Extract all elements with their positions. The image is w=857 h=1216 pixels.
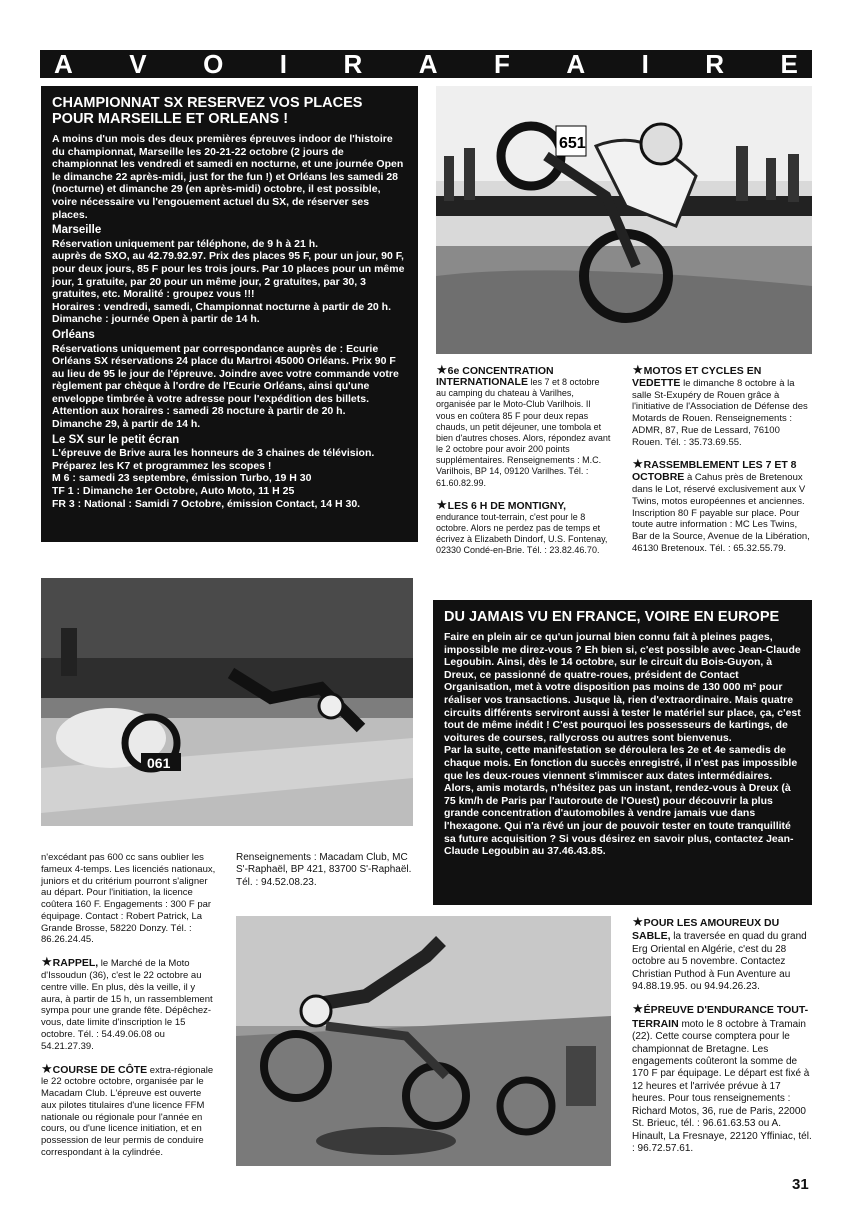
- col-left-bottom: [41, 852, 216, 1169]
- section-banner: [40, 50, 812, 78]
- championnat-title: CHAMPIONNAT SX RESERVEZ VOS PLACES POUR MARSEILLE ET ORLEANS !: [52, 95, 363, 127]
- montigny-item: [436, 496, 611, 557]
- banner-letter: I: [279, 48, 287, 79]
- banner-letter: F: [493, 48, 510, 79]
- orleans-line: Réservations uniquement par correspondance auprès de : Ecurie Orléans SX réservations 24 place du Martroi 45000 Orléans. Prix 90 F au lieu de 95 le jour de l'épreuve. Joindre avec votre commande votre règlement par chèque à l'ordre de l'Ecurie Orléans, ainsi qu'une enveloppe timbrée à votre adresse pour l'expédition des billets.: [52, 342, 399, 405]
- col-motos: [632, 364, 812, 565]
- tv-listing: M 6 : samedi 23 septembre, émission Turbo, 19 H 30: [52, 472, 312, 485]
- col-concentration: [436, 364, 611, 567]
- star-icon: ★: [436, 496, 448, 512]
- tv-listing: TF 1 : Dimanche 1er Octobre, Auto Moto, 11 H 25: [52, 485, 295, 498]
- sable-item: [632, 916, 812, 993]
- star-icon: ★: [632, 456, 644, 472]
- banner-letter: O: [203, 48, 224, 79]
- montigny-title: LES 6 H DE MONTIGNY,: [447, 499, 567, 512]
- macadam-renseignements: Renseignements : Macadam Club, MC S'-Raphaël, BP 421, 83700 S'-Raphaël. Tél. : 94.52.08.23.: [236, 852, 412, 888]
- banner-letter: R: [705, 48, 725, 79]
- banner-letter: R: [343, 48, 363, 79]
- sable-body: la traversée en quad du grand Erg Oriental en Algérie, c'est du 28 octobre au 5 novembre. Contactez Christian Puthod à Fun Aventure au 94.88.19.95. ou 94.94.26.23.: [632, 931, 807, 993]
- championnat-block: [41, 86, 418, 542]
- motos-cycles-item: [632, 364, 812, 448]
- banner-letter: A: [54, 48, 73, 79]
- marseille-line: Réservation uniquement par téléphone, de 9 h à 21 h.: [52, 237, 319, 250]
- tv-listing: FR 3 : National : Samidi 7 Octobre, émission Contact, 14 H 30.: [52, 497, 361, 510]
- enduro-photo: [236, 916, 611, 1166]
- motos-cycles-title: MOTOS ET CYCLES EN VEDETTE: [632, 365, 762, 389]
- rassemblement-item: [632, 458, 812, 554]
- star-icon: ★: [436, 362, 448, 377]
- marseille-line: auprès de SXO, au 42.79.92.97. Prix des places 95 F, pour un jour, 90 F, pour deux jours, 85 F pour les trois jours. Par 10 places pour un même jour, 1 gratuite, par 20 pour un même jour, 2 gratuites, par 30, 3 gratuites, etc. Moralité : groupez vous !!!: [52, 250, 405, 301]
- concentration-item: [436, 364, 611, 489]
- course-cote-title: COURSE DE CÔTE: [52, 1063, 148, 1076]
- left-paragraph: n'excédant pas 600 cc sans oublier les fameux 4-temps. Les licenciés nationaux, juniors et du critérium pourront s'aligner au départ. Pour l'initiation, la licence coûtera 160 F. Engagements : 300 F par équipage. Contact : Robert Patrick, La Grande Brosse, 58220 Donzy. Tél. : 86.26.24.45.: [41, 852, 216, 946]
- rassemblement-body: à Cahus près de Bretenoux dans le Lot, réservé exclusivement aux V Twins, motos européennes et anciennes. Inscription 80 F payable sur place. Pour toute autre information : MC Les Twins, Bar de la Source, Avenue de la Libération, 46130 Bretenoux. Tél. : 65.32.55.79.: [632, 472, 810, 554]
- epreuve-item: [632, 1003, 812, 1155]
- motocross-photo-top: [436, 86, 812, 354]
- orleans-line: Dimanche 29, à partir de 14 h.: [52, 418, 201, 431]
- banner-letter: V: [129, 48, 147, 79]
- jamais-vu-paragraph: Par la suite, cette manifestation se déroulera les 2e et 4e samedis de chaque mois. En fonction du succès enregistré, il n'est pas impossible que les deux-roues viennent s'immiscer aux dates intermédiaires. Alors, amis motards, n'hésitez pas un instant, rendez-vous à Dreux (à 75 km/h de Paris par l'autoroute de l'Ouest) pour découvrir la plus grande concentration d'automobiles à vendre jamais vue dans l'hexagone. Qui n'a rêvé un jour de pouvoir tester en toute tranquillité sa future acquisition ? Si vous désirez en savoir plus, contactez Jean-Claude Legoubin au 37.46.43.85.: [444, 744, 798, 858]
- ecran-heading: Le SX sur le petit écran: [52, 433, 180, 446]
- orleans-line: Attention aux horaires : samedi 28 nocture à partir de 20 h.: [52, 405, 346, 418]
- star-icon: ★: [632, 914, 644, 929]
- star-icon: ★: [41, 1060, 53, 1076]
- course-cote-item: [41, 1060, 216, 1159]
- sable-title: POUR LES AMOUREUX DU SABLE,: [632, 917, 780, 943]
- concentration-body: les 7 et 8 octobre au camping du chateau à Varilhes, organisée par le Moto-Club Varilhois. Il vous en coûtera 85 F pour deux repas chauds, un petit déjeuner, une tombola et bien d'autres choses. Alors, répondez avant le 2 octobre pour avoir 200 points supplémentaires. Renseignements : M.C. Varilhois, BP 14, 09120 Varilhes. Tél. : 61.60.82.99.: [436, 377, 611, 488]
- jamais-vu-title: DU JAMAIS VU EN FRANCE, VOIRE EN EUROPE: [444, 609, 780, 625]
- crash-photo: [41, 578, 413, 826]
- star-icon: ★: [41, 954, 53, 970]
- championnat-intro: A moins d'un mois des deux premières épreuves indoor de l'histoire du championnat, Marseille les 20-21-22 octobre (2 jours de championnat les vendredi et samedi en nocturne, et une journée Open le dimanche 22 après-midi, just for the fun !) et Orléans les samedi 28 (nocturne) et dimanche 29 (en après-midi) octobre, il est possible, voire nécessaire vu l'engouement actuel du SX, de réserver ses places.: [52, 133, 404, 221]
- jamais-vu-block: [433, 600, 812, 905]
- col-mid: [236, 852, 416, 899]
- star-icon: ★: [632, 1001, 644, 1017]
- rappel-item: [41, 956, 216, 1052]
- banner-letter: A: [418, 48, 438, 79]
- rappel-title: RAPPEL,: [52, 957, 99, 970]
- rappel-body: le Marché de la Moto d'Issoudun (36), c'est le 22 octobre au centre ville. En plus, dès la veille, il y aura, à partir de 15 h, un rassemblement sympa pour une grande fête. Dépêchez-vous, date limite d'inscription le 15 octobre. Tél. : 54.49.06.08 ou 54.21.27.39.: [41, 958, 213, 1052]
- rassemblement-title: RASSEMBLEMENT LES 7 ET 8 OCTOBRE: [632, 459, 797, 484]
- montigny-body: endurance tout-terrain, c'est pour le 8 octobre. Alors ne perdez pas de temps et écrivez à Elizabeth Dindorf, U.S. Fontenay, 02330 Condé-en-Brie. Tél. : 23.82.46.70.: [436, 511, 608, 556]
- marseille-line: Horaires : vendredi, samedi, Championnat nocturne à partir de 20 h.: [52, 300, 391, 313]
- marseille-line: Dimanche : journée Open à partir de 14 h.: [52, 313, 260, 326]
- ecran-intro: L'épreuve de Brive aura les honneurs de 3 chaines de télévision. Préparez les K7 et programmez les scopes !: [52, 447, 375, 472]
- top-plate-number: 651: [559, 135, 586, 152]
- epreuve-title: ÉPREUVE D'ENDURANCE TOUT-TERRAIN: [632, 1004, 809, 1030]
- epreuve-body: moto le 8 octobre à Tramain (22). Cette course comptera pour le championnat de Bretagne. Les engagements coûteront la somme de 170 F par équipage. Le départ est fixé à 12 heures et l'arrivée prévue à 17 heures. Pour tous renseignements : Richard Motos, 36, rue de Paris, 22000 St. Brieuc, tél. : 96.61.63.53 ou A. Hinault, La Fresnaye, 22120 Yffiniac, tél. : 96.72.57.61.: [632, 1018, 812, 1154]
- col-right-bottom: [632, 916, 812, 1165]
- motos-cycles-body: le dimanche 8 octobre à la salle St-Exupéry de Rouen grâce à l'initiative de l'Association de Défense des Motards de Rouen. Renseignements : ADMR, 87, Rue de Lessard, 76100 Rouen. Tél. : 35.73.69.55.: [632, 377, 808, 448]
- page-number: 31: [792, 1176, 809, 1193]
- orleans-heading: Orléans: [52, 328, 95, 341]
- jamais-vu-paragraph: Faire en plein air ce qu'un journal bien connu fait à pleines pages, impossible me direz-vous ? Eh bien si, c'est possible avec Jean-Claude Legoubin. Ainsi, dès le 14 octobre, sur le circuit du Bois-Guyon, à Dreux, ce passionné de quatre-roues, président de Contact Organisation, met à votre disposition pas moins de 130 000 m² pour réaliser vos transactions. Jusque là, rien d'extraordinaire. Mais quatre circuits différents serviront aussi à tester le matériel sur place, ça, c'est tout de même inédit ! C'est pourquoi les possesseurs de kartings, de voitures de courses, rallycross ou autres sont bienvenus.: [444, 631, 801, 744]
- mid-plate-number: 061: [147, 755, 171, 771]
- marseille-heading: Marseille: [52, 224, 102, 237]
- concentration-title: 6e CONCENTRATION INTERNATIONALE: [436, 365, 554, 389]
- banner-letter: E: [780, 48, 798, 79]
- banner-letter: A: [566, 48, 586, 79]
- course-cote-body: extra-régionale le 22 octobre octobre, organisée par le Macadam Club. L'épreuve est ouverte aux pilotes titulaires d'une licence FFM nationale ou régionale pour l'année en cours, ou d'une licence initiation, et en possession de leur permis de conduire correspondant à la cylindrée.: [41, 1064, 214, 1158]
- banner-letter: I: [641, 48, 649, 79]
- star-icon: ★: [632, 362, 644, 377]
